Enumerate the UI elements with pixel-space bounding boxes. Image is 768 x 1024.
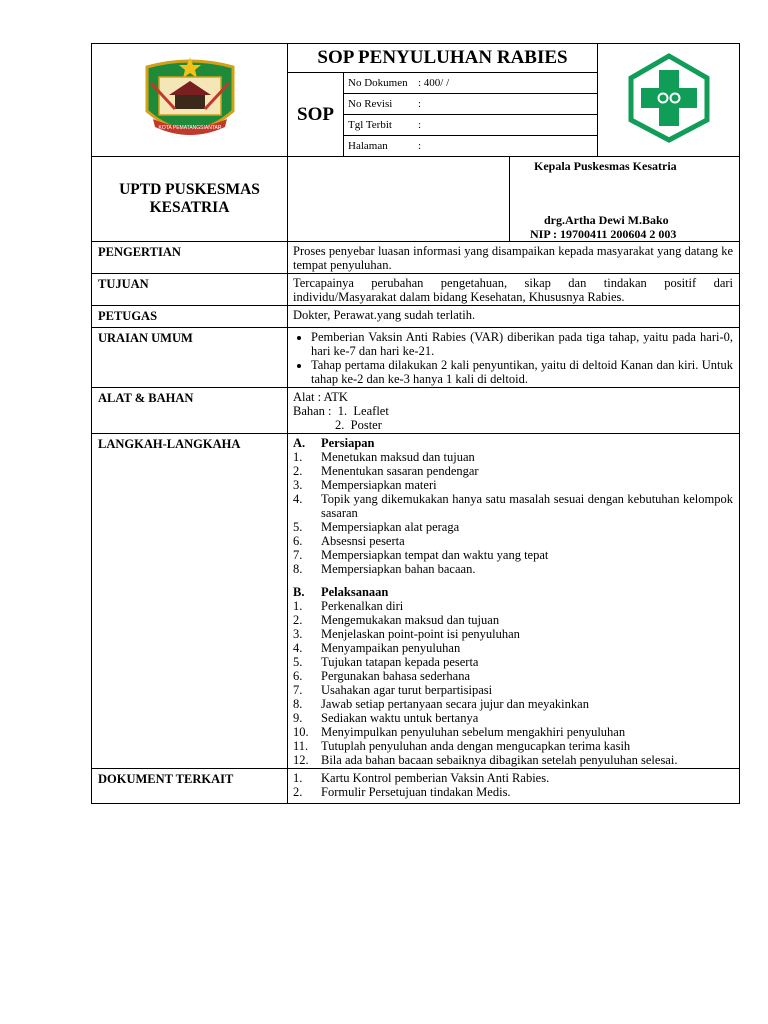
signature-nip: NIP : 19700411 200604 2 003 <box>530 227 677 241</box>
list-item: 7. Usahakan agar turut berpartisipasi <box>293 683 493 697</box>
regency-crest-icon <box>139 53 241 143</box>
section-heading: B. Pelaksanaan <box>293 585 389 599</box>
row-uraian-umum <box>92 328 740 388</box>
svg-text:KOTA PEMATANGSIANTAR: KOTA PEMATANGSIANTAR <box>158 124 221 131</box>
alat-text: Alat : ATK <box>293 390 348 404</box>
text-pengertian: Proses penyebar luasan informasi yang disampaikan kepada masyarakat yang datang ke tempat penyuluhan. <box>288 242 740 274</box>
row-langkah <box>92 434 740 769</box>
blank-cell <box>288 157 510 242</box>
label-tujuan: TUJUAN <box>92 274 288 306</box>
list-item: 2. Menentukan sasaran pendengar <box>293 464 479 478</box>
text-langkah <box>288 434 740 769</box>
left-logo-cell <box>92 44 288 157</box>
list-item: 5. Tujukan tatapan kepada peserta <box>293 655 479 669</box>
list-item: 1. Perkenalkan diri <box>293 599 404 613</box>
label-dokumen-terkait: DOKUMENT TERKAIT <box>92 769 288 804</box>
list-item: 8. Jawab setiap pertanyaan secara jujur dan meyakinkan <box>293 697 589 711</box>
list-item: 6. Pergunakan bahasa sederhana <box>293 669 471 683</box>
label-pengertian: PENGERTIAN <box>92 242 288 274</box>
signature-name: drg.Artha Dewi M.Bako <box>544 213 669 227</box>
list-item: 2. Formulir Persetujuan tindakan Medis. <box>293 785 511 799</box>
list-item: 4. Topik yang dikemukakan hanya satu masalah sesuai dengan kebutuhan kelompok sasaran <box>293 492 733 520</box>
puskesmas-cross-icon <box>623 52 715 144</box>
sop-document <box>91 43 739 804</box>
row-alat-bahan <box>92 388 740 434</box>
text-alat-bahan <box>288 388 740 434</box>
text-tujuan: Tercapainya perubahan pengetahuan, sikap dan tindakan positif dari individu/Masyarakat dalam bidang Kesehatan, Khususnya Rabies. <box>288 274 740 306</box>
list-item: 9. Sediakan waktu untuk bertanya <box>293 711 479 725</box>
bahan-item: Bahan : 1. Leaflet <box>293 404 389 418</box>
list-item: 6. Absesnsi peserta <box>293 534 405 548</box>
sop-label: SOP <box>288 73 344 157</box>
list-item: 3. Menjelaskan point-point isi penyuluhan <box>293 627 520 641</box>
label-langkah: LANGKAH-LANGKAHA <box>92 434 288 769</box>
row-tujuan <box>92 274 740 306</box>
list-item: 1. Menetukan maksud dan tujuan <box>293 450 475 464</box>
sop-body-table <box>91 156 740 242</box>
organization-name: UPTD PUSKESMAS KESATRIA <box>92 157 288 242</box>
list-item: 12. Bila ada bahan bacaan sebaiknya dibagikan setelah penyuluhan selesai. <box>293 753 678 767</box>
list-item: 3. Mempersiapkan materi <box>293 478 437 492</box>
signature-role: Kepala Puskesmas Kesatria <box>534 159 677 173</box>
meta-halaman: Halaman : <box>344 136 598 157</box>
list-item: 2. Mengemukakan maksud dan tujuan <box>293 613 500 627</box>
bahan-item: 2. Poster <box>335 418 382 432</box>
sop-header-table <box>91 43 740 157</box>
text-petugas: Dokter, Perawat.yang sudah terlatih. <box>288 306 740 328</box>
list-item: 10. Menyimpulkan penyuluhan sebelum mengakhiri penyuluhan <box>293 725 626 739</box>
list-item: • Pemberian Vaksin Anti Rabies (VAR) diberikan pada tiga tahap, yaitu pada hari-0, hari ke-7 dan hari ke-21. <box>311 330 733 358</box>
sop-content-table <box>91 241 740 804</box>
row-petugas <box>92 306 740 328</box>
row-pengertian <box>92 242 740 274</box>
list-item: 5. Mempersiapkan alat peraga <box>293 520 460 534</box>
list-item: 11. Tutuplah penyuluhan anda dengan mengucapkan terima kasih <box>293 739 631 753</box>
list-item: • Tahap pertama dilakukan 2 kali penyuntikan, yaitu di deltoid Kanan dan kiri. Untuk tahap ke-2 dan ke-3 hanya 1 kali di deltoid. <box>311 358 733 386</box>
label-alat-bahan: ALAT & BAHAN <box>92 388 288 434</box>
section-heading: A. Persiapan <box>293 436 375 450</box>
signature-block <box>510 157 740 242</box>
label-uraian-umum: URAIAN UMUM <box>92 328 288 388</box>
row-dokumen-terkait <box>92 769 740 804</box>
list-item: 4. Menyampaikan penyuluhan <box>293 641 461 655</box>
text-dokumen-terkait <box>288 769 740 804</box>
document-title: SOP PENYULUHAN RABIES <box>288 44 598 73</box>
meta-no-dokumen: No Dokumen : 400/ / <box>344 73 598 94</box>
meta-tgl-terbit: Tgl Terbit : <box>344 115 598 136</box>
list-item: 8. Mempersiapkan bahan bacaan. <box>293 562 476 576</box>
text-uraian-umum <box>288 328 740 388</box>
list-item: 1. Kartu Kontrol pemberian Vaksin Anti Rabies. <box>293 771 550 785</box>
list-item: 7. Mempersiapkan tempat dan waktu yang tepat <box>293 548 549 562</box>
label-petugas: PETUGAS <box>92 306 288 328</box>
right-logo-cell <box>598 44 740 157</box>
meta-no-revisi: No Revisi : <box>344 94 598 115</box>
